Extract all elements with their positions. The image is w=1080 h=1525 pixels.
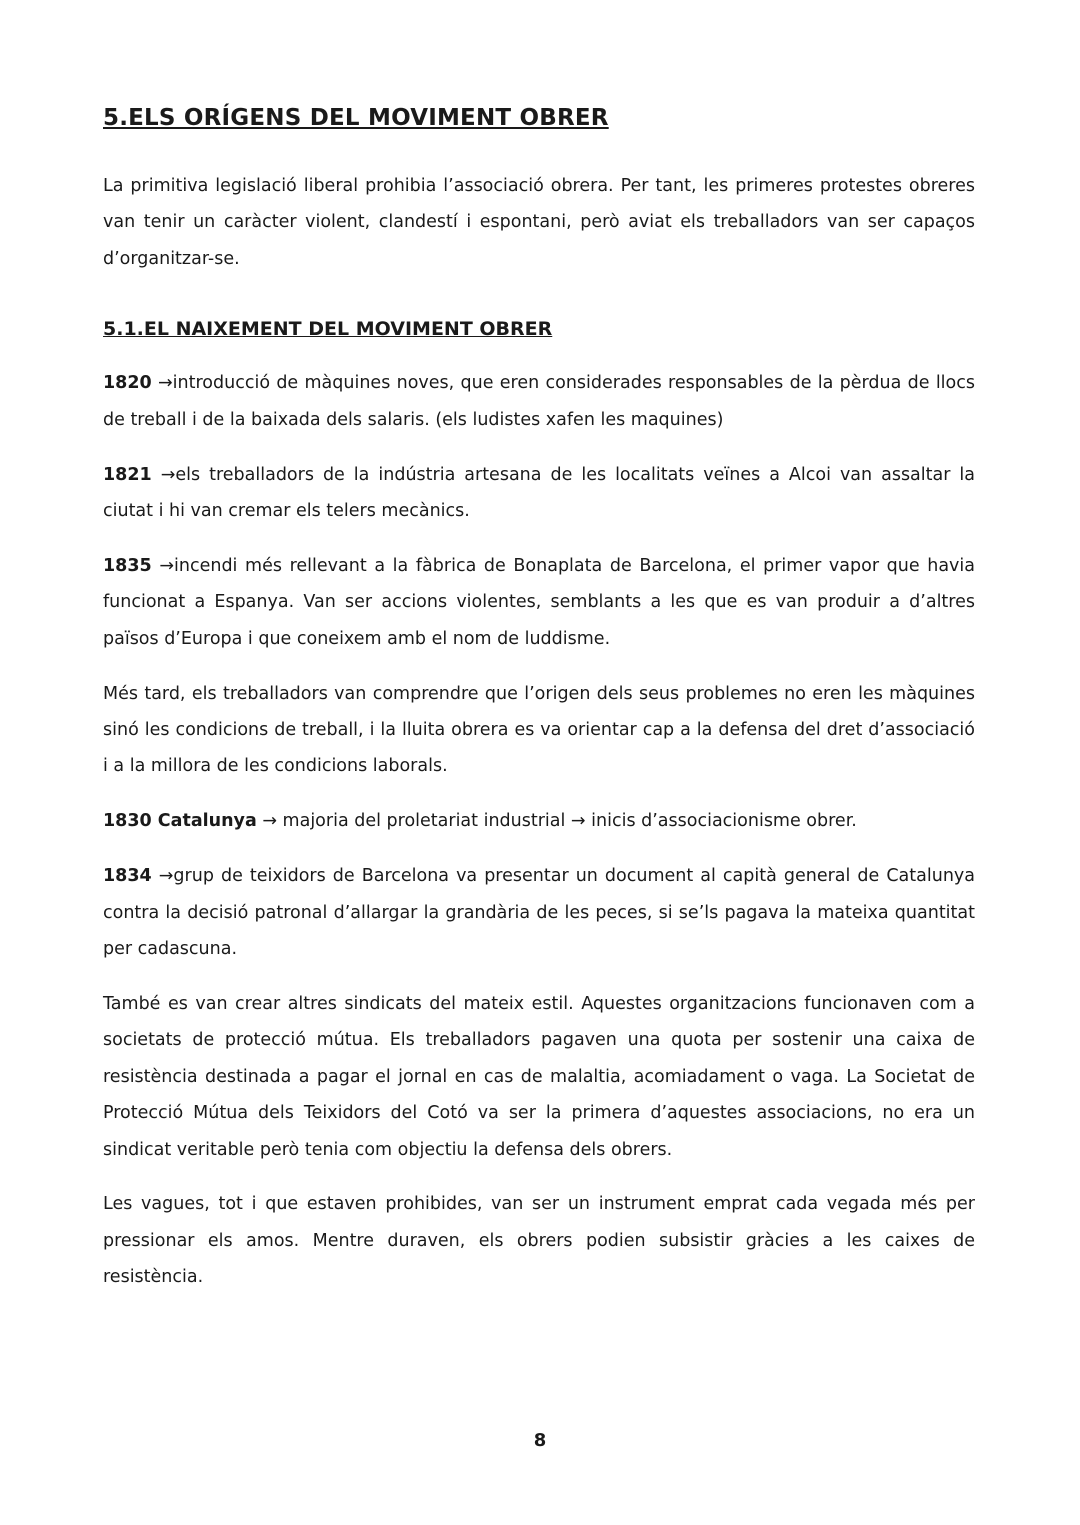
entry-text: →els treballadors de la indústria artesana de les localitats veïnes a Alcoi van assaltar la ciutat i hi van cremar els telers mecànics. xyxy=(103,464,975,521)
entry-text: → majoria del proletariat industrial → inicis d’associacionisme obrer. xyxy=(256,811,857,832)
entry-text: →incendi més rellevant a la fàbrica de Bonaplata de Barcelona, el primer vapor que havia funcionat a Espanya. Van ser accions violentes, semblants a les que es van produir a d’altres països d’Europa i que coneixem amb el nom de luddisme. xyxy=(103,555,975,649)
timeline-entry xyxy=(103,548,975,657)
entry-text: →grup de teixidors de Barcelona va presentar un document al capità general de Catalunya contra la decisió patronal d’allargar la grandària de les peces, si se’ls pagava la mateixa quantitat per cadascuna. xyxy=(103,866,975,959)
timeline-entry xyxy=(103,457,975,530)
intro-paragraph: La primitiva legislació liberal prohibia l’associació obrera. Per tant, les primeres protestes obreres van tenir un caràcter violent, clandestí i espontani, però aviat els treballadors van ser capaços d’organitzar-se. xyxy=(103,176,975,269)
entry-year: 1835 xyxy=(103,555,152,576)
entry-year: 1830 Catalunya xyxy=(103,811,257,832)
entry-year: 1820 xyxy=(103,373,152,394)
paragraph-later: Més tard, els treballadors van comprendre que l’origen dels seus problemes no eren les màquines sinó les condicions de treball, i la lluita obrera es va orientar cap a la defensa del dret d’associació i a la millora de les condicions laborals. xyxy=(103,683,975,777)
paragraph-sindicats: També es van crear altres sindicats del mateix estil. Aquestes organitzacions funcionaven com a societats de protecció mútua. Els treballadors pagaven una quota per sostenir una caixa de resistència destinada a pagar el jornal en cas de malaltia, acomiadament o vaga. La Societat de Protecció Mútua dels Teixidors del Cotó va ser la primera d’aquestes associacions, no era un sindicat veritable però tenia com objectiu la defensa dels obrers. xyxy=(103,993,975,1160)
subsection-heading: 5.1.EL NAIXEMENT DEL MOVIMENT OBRER xyxy=(103,318,553,341)
entry-year: 1834 xyxy=(103,866,152,887)
entry-text: →introducció de màquines noves, que eren considerades responsables de la pèrdua de llocs de treball i de la baixada dels salaris. (els ludistes xafen les maquines) xyxy=(103,373,975,430)
entry-year: 1821 xyxy=(103,464,152,485)
timeline-entry xyxy=(103,365,975,438)
page-number: 8 xyxy=(533,1430,547,1451)
document-page xyxy=(103,100,975,1314)
timeline-entry xyxy=(103,803,975,839)
paragraph-vagues: Les vagues, tot i que estaven prohibides, van ser un instrument emprat cada vegada més per pressionar els amos. Mentre duraven, els obrers podien subsistir gràcies a les caixes de resistència. xyxy=(103,1194,975,1288)
timeline-entry xyxy=(103,858,975,967)
section-heading: 5.ELS ORÍGENS DEL MOVIMENT OBRER xyxy=(103,105,609,131)
